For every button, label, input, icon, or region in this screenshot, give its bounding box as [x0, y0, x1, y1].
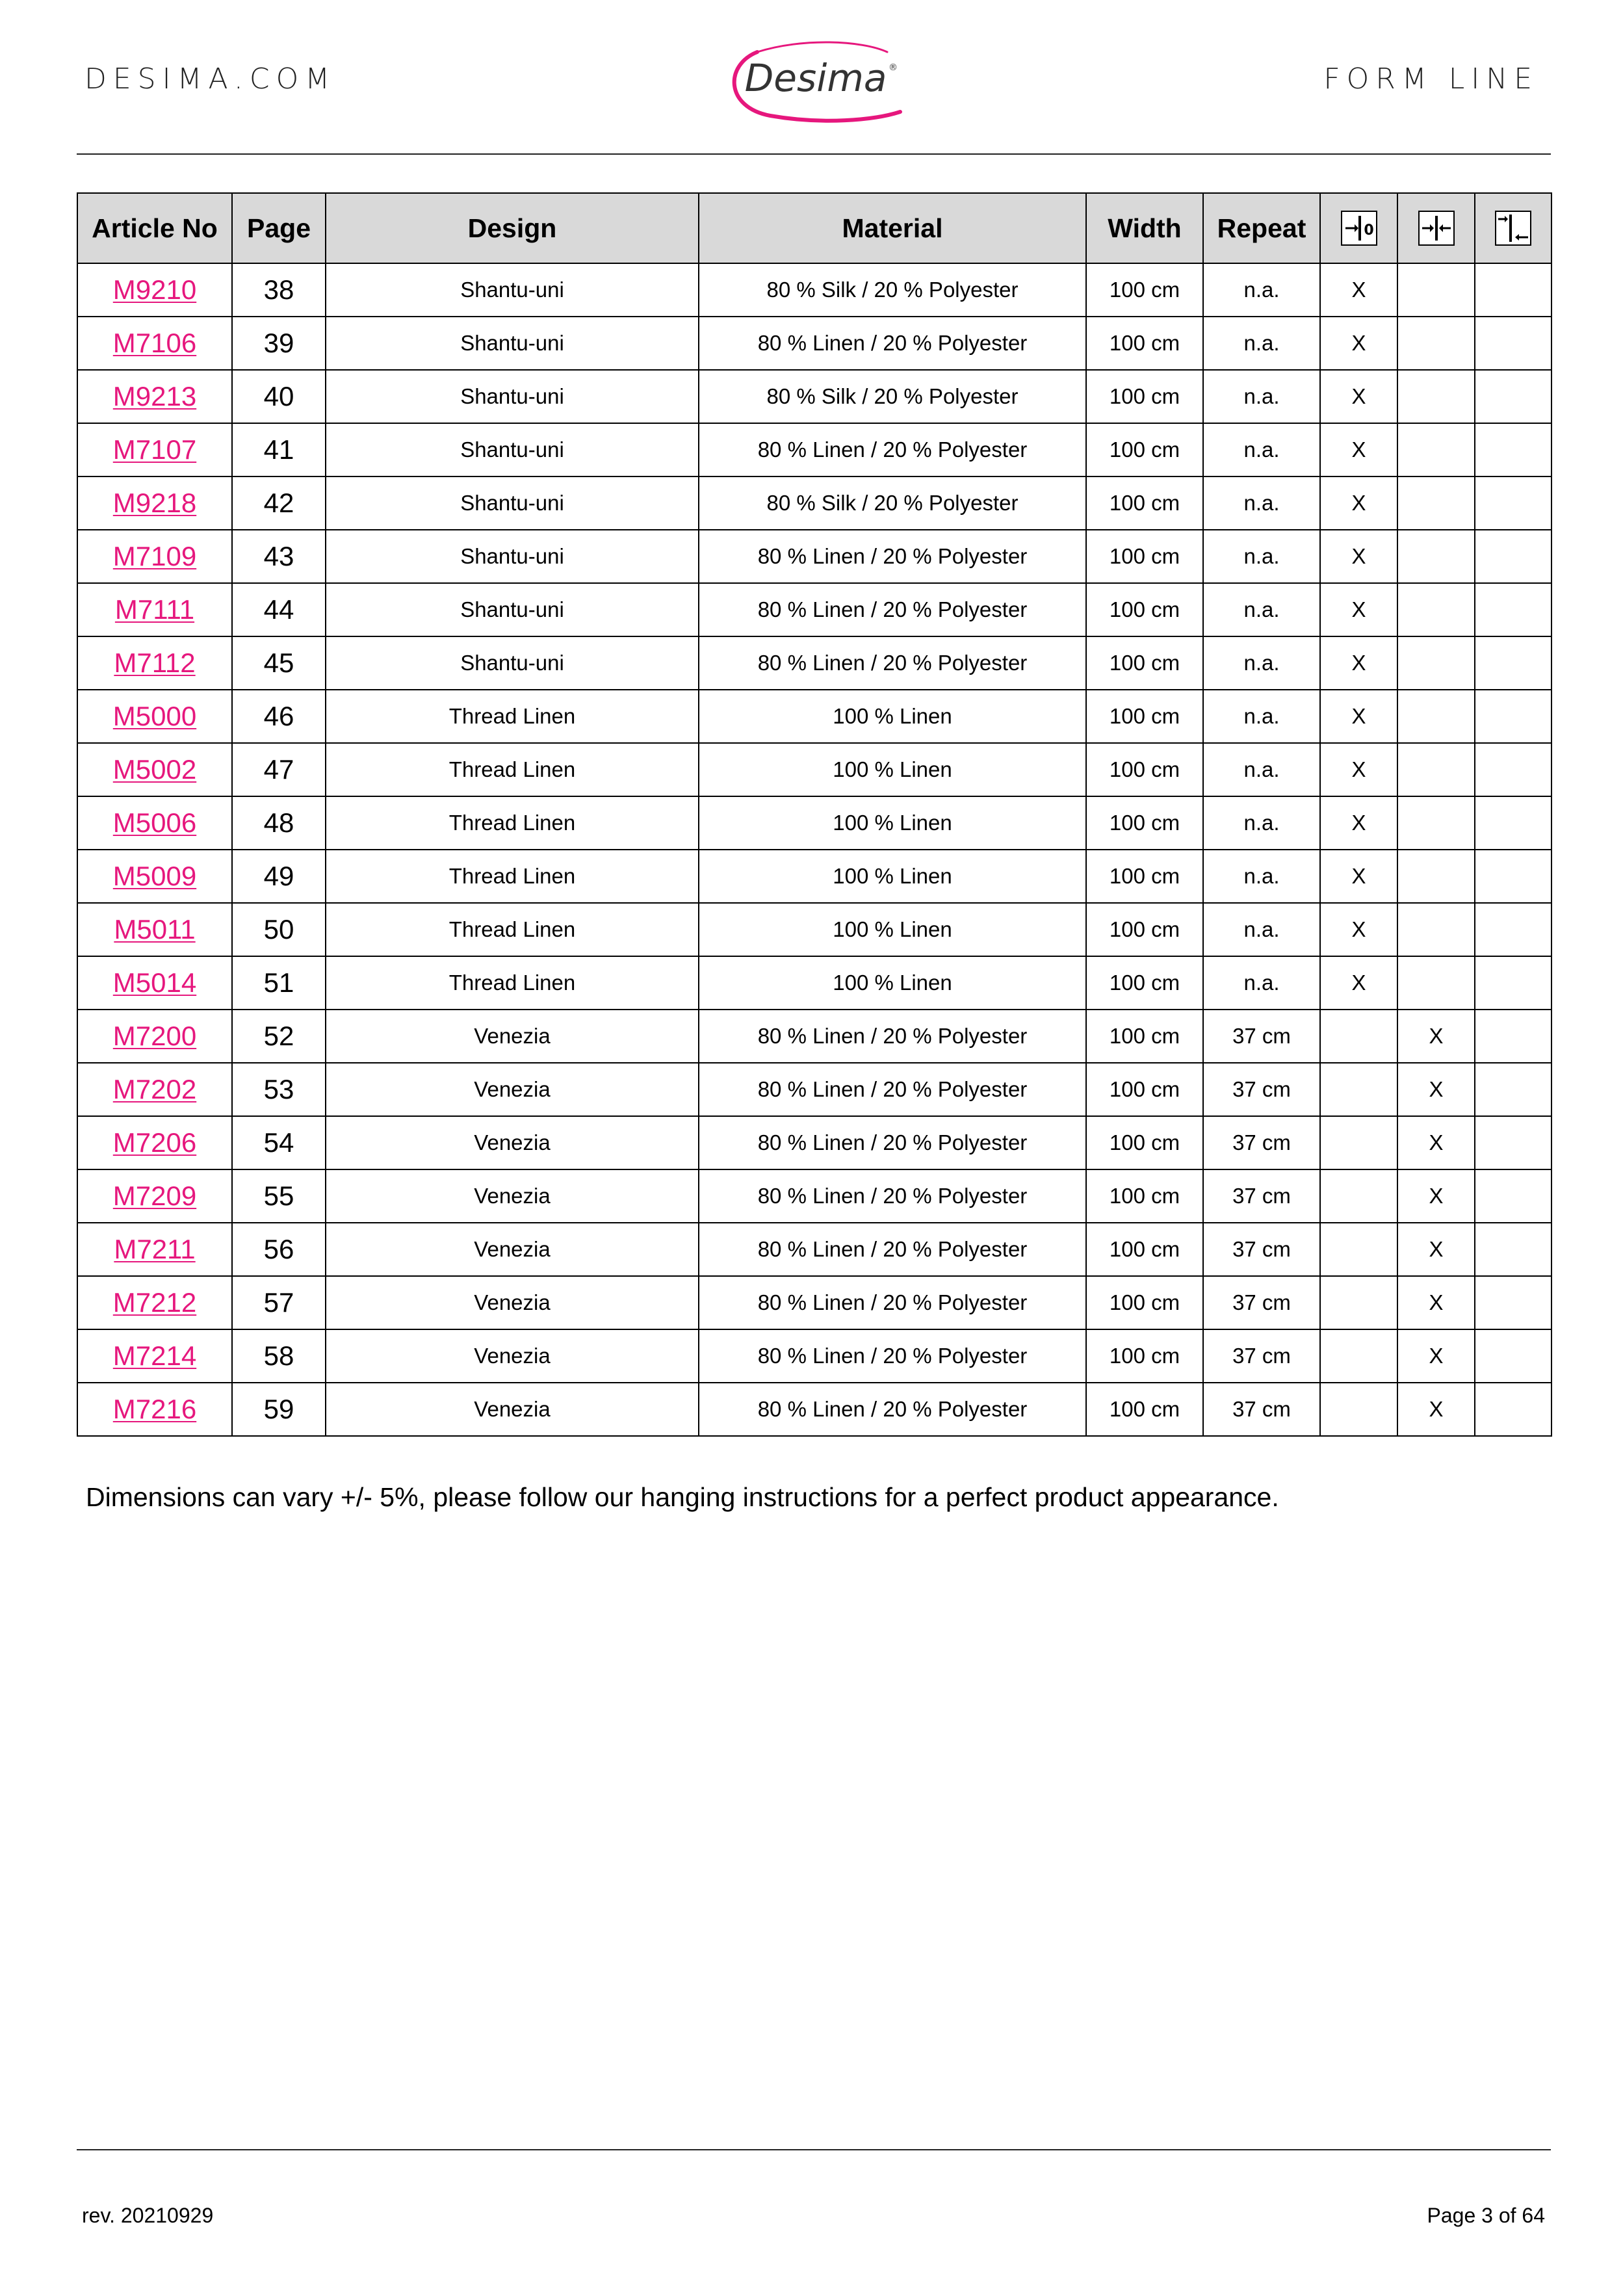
cell-hanging-2 — [1397, 903, 1475, 956]
cell-design: Venezia — [326, 1063, 699, 1116]
cell-hanging-3 — [1475, 1223, 1552, 1276]
cell-hanging-2: X — [1397, 1063, 1475, 1116]
cell-hanging-1: X — [1320, 317, 1397, 370]
header-material: Material — [699, 193, 1086, 263]
cell-hanging-3 — [1475, 530, 1552, 583]
cell-material: 100 % Linen — [699, 796, 1086, 850]
cell-hanging-2 — [1397, 476, 1475, 530]
collection-name: FORM LINE — [1323, 62, 1539, 96]
cell-page: 56 — [232, 1223, 326, 1276]
cell-material: 100 % Linen — [699, 903, 1086, 956]
cell-page: 54 — [232, 1116, 326, 1169]
table-row — [77, 1169, 1552, 1223]
cell-material: 80 % Linen / 20 % Polyester — [699, 636, 1086, 690]
cell-repeat: 37 cm — [1203, 1010, 1320, 1063]
article-link[interactable]: M7112 — [114, 647, 196, 678]
cell-width: 100 cm — [1086, 1223, 1203, 1276]
cell-hanging-1 — [1320, 1169, 1397, 1223]
cell-hanging-3 — [1475, 423, 1552, 476]
article-link[interactable]: M5000 — [112, 701, 197, 731]
header-hanging-1 — [1320, 193, 1397, 263]
cell-width: 100 cm — [1086, 636, 1203, 690]
cell-hanging-3 — [1475, 1116, 1552, 1169]
header-hanging-2 — [1397, 193, 1475, 263]
cell-hanging-1: X — [1320, 476, 1397, 530]
article-link[interactable]: M5014 — [112, 967, 197, 998]
table-header-row — [77, 193, 1552, 263]
table-row — [77, 1116, 1552, 1169]
cell-hanging-1: X — [1320, 583, 1397, 636]
cell-hanging-1: X — [1320, 423, 1397, 476]
cell-hanging-2 — [1397, 956, 1475, 1010]
cell-material: 80 % Linen / 20 % Polyester — [699, 1010, 1086, 1063]
cell-repeat: n.a. — [1203, 636, 1320, 690]
article-link[interactable]: M9213 — [112, 381, 197, 411]
cell-article-no — [77, 423, 232, 476]
cell-article-no — [77, 263, 232, 317]
cell-design: Shantu-uni — [326, 370, 699, 423]
cell-repeat: n.a. — [1203, 476, 1320, 530]
cell-hanging-2: X — [1397, 1329, 1475, 1383]
cell-hanging-2 — [1397, 743, 1475, 796]
article-link[interactable]: M7206 — [112, 1127, 197, 1158]
cell-page: 52 — [232, 1010, 326, 1063]
hanging-type-1-icon — [1340, 210, 1378, 246]
table-row — [77, 956, 1552, 1010]
hanging-type-2-icon — [1418, 210, 1455, 246]
cell-hanging-1: X — [1320, 850, 1397, 903]
cell-width: 100 cm — [1086, 690, 1203, 743]
cell-material: 80 % Linen / 20 % Polyester — [699, 1383, 1086, 1436]
cell-width: 100 cm — [1086, 583, 1203, 636]
cell-repeat: n.a. — [1203, 317, 1320, 370]
cell-hanging-3 — [1475, 956, 1552, 1010]
cell-hanging-3 — [1475, 583, 1552, 636]
cell-hanging-2: X — [1397, 1010, 1475, 1063]
table-row — [77, 476, 1552, 530]
svg-text:0: 0 — [1363, 222, 1374, 239]
cell-hanging-3 — [1475, 850, 1552, 903]
cell-page: 50 — [232, 903, 326, 956]
table-row — [77, 1276, 1552, 1329]
cell-hanging-1 — [1320, 1223, 1397, 1276]
article-link[interactable]: M7214 — [112, 1340, 197, 1371]
cell-article-no — [77, 903, 232, 956]
cell-material: 80 % Linen / 20 % Polyester — [699, 1063, 1086, 1116]
cell-width: 100 cm — [1086, 743, 1203, 796]
cell-repeat: n.a. — [1203, 796, 1320, 850]
cell-hanging-2: X — [1397, 1116, 1475, 1169]
cell-article-no — [77, 583, 232, 636]
cell-design: Thread Linen — [326, 956, 699, 1010]
table-row — [77, 1010, 1552, 1063]
cell-hanging-3 — [1475, 743, 1552, 796]
article-link[interactable]: M7202 — [112, 1074, 197, 1104]
cell-hanging-3 — [1475, 636, 1552, 690]
cell-hanging-3 — [1475, 370, 1552, 423]
table-row — [77, 263, 1552, 317]
cell-material: 80 % Silk / 20 % Polyester — [699, 476, 1086, 530]
cell-design: Shantu-uni — [326, 530, 699, 583]
cell-page: 59 — [232, 1383, 326, 1436]
article-link[interactable]: M7211 — [114, 1234, 196, 1264]
cell-material: 80 % Linen / 20 % Polyester — [699, 1223, 1086, 1276]
cell-article-no — [77, 370, 232, 423]
cell-article-no — [77, 1276, 232, 1329]
cell-width: 100 cm — [1086, 370, 1203, 423]
cell-page: 53 — [232, 1063, 326, 1116]
cell-material: 100 % Linen — [699, 850, 1086, 903]
cell-material: 80 % Linen / 20 % Polyester — [699, 1276, 1086, 1329]
cell-article-no — [77, 743, 232, 796]
cell-hanging-3 — [1475, 1010, 1552, 1063]
header-article-no: Article No — [77, 193, 232, 263]
hanging-type-3-icon — [1494, 210, 1532, 246]
cell-design: Thread Linen — [326, 796, 699, 850]
cell-material: 80 % Linen / 20 % Polyester — [699, 317, 1086, 370]
cell-page: 51 — [232, 956, 326, 1010]
cell-repeat: n.a. — [1203, 370, 1320, 423]
cell-hanging-1: X — [1320, 530, 1397, 583]
cell-material: 100 % Linen — [699, 743, 1086, 796]
cell-design: Shantu-uni — [326, 583, 699, 636]
cell-hanging-2 — [1397, 370, 1475, 423]
cell-width: 100 cm — [1086, 1010, 1203, 1063]
cell-page: 49 — [232, 850, 326, 903]
cell-hanging-2 — [1397, 690, 1475, 743]
table-row — [77, 796, 1552, 850]
cell-material: 80 % Silk / 20 % Polyester — [699, 263, 1086, 317]
svg-text:®: ® — [889, 62, 898, 73]
article-link[interactable]: M7109 — [112, 541, 197, 571]
cell-width: 100 cm — [1086, 530, 1203, 583]
cell-width: 100 cm — [1086, 263, 1203, 317]
cell-article-no — [77, 796, 232, 850]
table-row — [77, 1063, 1552, 1116]
cell-article-no — [77, 1223, 232, 1276]
cell-article-no — [77, 956, 232, 1010]
cell-repeat: 37 cm — [1203, 1383, 1320, 1436]
cell-design: Venezia — [326, 1276, 699, 1329]
table-row — [77, 423, 1552, 476]
article-link[interactable]: M5009 — [112, 861, 197, 891]
cell-hanging-2 — [1397, 583, 1475, 636]
cell-hanging-1 — [1320, 1116, 1397, 1169]
cell-design: Venezia — [326, 1329, 699, 1383]
cell-article-no — [77, 1383, 232, 1436]
cell-hanging-1 — [1320, 1010, 1397, 1063]
cell-repeat: n.a. — [1203, 263, 1320, 317]
cell-hanging-2: X — [1397, 1223, 1475, 1276]
cell-hanging-3 — [1475, 1063, 1552, 1116]
cell-page: 58 — [232, 1329, 326, 1383]
header-divider — [77, 153, 1551, 155]
cell-repeat: n.a. — [1203, 690, 1320, 743]
cell-hanging-2: X — [1397, 1169, 1475, 1223]
cell-page: 46 — [232, 690, 326, 743]
table-row — [77, 903, 1552, 956]
cell-hanging-2 — [1397, 530, 1475, 583]
cell-width: 100 cm — [1086, 1116, 1203, 1169]
cell-material: 80 % Linen / 20 % Polyester — [699, 423, 1086, 476]
article-link[interactable]: M7212 — [112, 1287, 197, 1318]
cell-hanging-1: X — [1320, 796, 1397, 850]
cell-article-no — [77, 690, 232, 743]
cell-repeat: n.a. — [1203, 903, 1320, 956]
desima-logo — [712, 26, 920, 130]
cell-page: 48 — [232, 796, 326, 850]
cell-width: 100 cm — [1086, 1063, 1203, 1116]
cell-repeat: 37 cm — [1203, 1169, 1320, 1223]
site-name: DESIMA.COM — [84, 62, 337, 96]
cell-hanging-3 — [1475, 1383, 1552, 1436]
page-number: Page 3 of 64 — [1427, 2204, 1545, 2227]
cell-design: Thread Linen — [326, 850, 699, 903]
cell-width: 100 cm — [1086, 423, 1203, 476]
table-row — [77, 743, 1552, 796]
cell-hanging-1: X — [1320, 636, 1397, 690]
cell-article-no — [77, 1329, 232, 1383]
cell-design: Thread Linen — [326, 903, 699, 956]
cell-repeat: 37 cm — [1203, 1223, 1320, 1276]
cell-hanging-1: X — [1320, 370, 1397, 423]
cell-article-no — [77, 317, 232, 370]
cell-hanging-3 — [1475, 476, 1552, 530]
cell-hanging-3 — [1475, 263, 1552, 317]
cell-page: 38 — [232, 263, 326, 317]
cell-page: 57 — [232, 1276, 326, 1329]
article-link[interactable]: M7200 — [112, 1021, 197, 1051]
cell-design: Thread Linen — [326, 743, 699, 796]
cell-material: 100 % Linen — [699, 956, 1086, 1010]
table-row — [77, 636, 1552, 690]
cell-hanging-1: X — [1320, 956, 1397, 1010]
cell-width: 100 cm — [1086, 850, 1203, 903]
cell-design: Venezia — [326, 1223, 699, 1276]
cell-page: 40 — [232, 370, 326, 423]
header-hanging-3 — [1475, 193, 1552, 263]
cell-hanging-1 — [1320, 1329, 1397, 1383]
cell-page: 43 — [232, 530, 326, 583]
cell-hanging-1: X — [1320, 903, 1397, 956]
table-row — [77, 850, 1552, 903]
cell-material: 100 % Linen — [699, 690, 1086, 743]
article-link[interactable]: M7216 — [112, 1394, 197, 1424]
cell-page: 42 — [232, 476, 326, 530]
cell-hanging-3 — [1475, 317, 1552, 370]
cell-article-no — [77, 476, 232, 530]
cell-hanging-2 — [1397, 850, 1475, 903]
cell-hanging-3 — [1475, 796, 1552, 850]
cell-repeat: n.a. — [1203, 850, 1320, 903]
cell-page: 41 — [232, 423, 326, 476]
cell-hanging-1 — [1320, 1063, 1397, 1116]
cell-design: Shantu-uni — [326, 636, 699, 690]
cell-hanging-3 — [1475, 1329, 1552, 1383]
cell-page: 45 — [232, 636, 326, 690]
table-row — [77, 690, 1552, 743]
cell-design: Venezia — [326, 1010, 699, 1063]
cell-repeat: 37 cm — [1203, 1063, 1320, 1116]
cell-design: Shantu-uni — [326, 263, 699, 317]
cell-hanging-1: X — [1320, 263, 1397, 317]
cell-page: 55 — [232, 1169, 326, 1223]
cell-hanging-2 — [1397, 423, 1475, 476]
cell-hanging-2 — [1397, 317, 1475, 370]
article-link[interactable]: M9210 — [112, 274, 197, 305]
cell-article-no — [77, 1116, 232, 1169]
table-row — [77, 1383, 1552, 1436]
cell-width: 100 cm — [1086, 317, 1203, 370]
table-row — [77, 1223, 1552, 1276]
cell-hanging-2 — [1397, 796, 1475, 850]
cell-article-no — [77, 1010, 232, 1063]
cell-hanging-2: X — [1397, 1383, 1475, 1436]
cell-hanging-2: X — [1397, 1276, 1475, 1329]
cell-repeat: 37 cm — [1203, 1329, 1320, 1383]
cell-material: 80 % Linen / 20 % Polyester — [699, 1329, 1086, 1383]
cell-width: 100 cm — [1086, 903, 1203, 956]
cell-page: 47 — [232, 743, 326, 796]
fabric-table — [77, 192, 1552, 1437]
cell-repeat: n.a. — [1203, 583, 1320, 636]
cell-article-no — [77, 530, 232, 583]
cell-width: 100 cm — [1086, 1169, 1203, 1223]
cell-hanging-3 — [1475, 690, 1552, 743]
cell-material: 80 % Linen / 20 % Polyester — [699, 583, 1086, 636]
article-link[interactable]: M5011 — [114, 914, 196, 945]
revision-label: rev. 20210929 — [82, 2204, 214, 2227]
dimensions-footnote: Dimensions can vary +/- 5%, please follow our hanging instructions for a perfect product appearance. — [86, 1482, 1279, 1512]
cell-hanging-1: X — [1320, 690, 1397, 743]
header-design: Design — [326, 193, 699, 263]
cell-page: 44 — [232, 583, 326, 636]
cell-article-no — [77, 1169, 232, 1223]
cell-width: 100 cm — [1086, 1383, 1203, 1436]
table-row — [77, 370, 1552, 423]
cell-hanging-3 — [1475, 903, 1552, 956]
cell-material: 80 % Linen / 20 % Polyester — [699, 1169, 1086, 1223]
table-row — [77, 583, 1552, 636]
cell-hanging-3 — [1475, 1169, 1552, 1223]
cell-material: 80 % Linen / 20 % Polyester — [699, 530, 1086, 583]
cell-repeat: n.a. — [1203, 530, 1320, 583]
cell-width: 100 cm — [1086, 1276, 1203, 1329]
table-row — [77, 530, 1552, 583]
cell-article-no — [77, 636, 232, 690]
header-page: Page — [232, 193, 326, 263]
cell-repeat: 37 cm — [1203, 1276, 1320, 1329]
cell-design: Shantu-uni — [326, 317, 699, 370]
cell-hanging-2 — [1397, 263, 1475, 317]
footer-divider — [77, 2149, 1551, 2150]
article-link[interactable]: M5006 — [112, 807, 197, 838]
cell-material: 80 % Linen / 20 % Polyester — [699, 1116, 1086, 1169]
cell-hanging-2 — [1397, 636, 1475, 690]
cell-width: 100 cm — [1086, 796, 1203, 850]
cell-article-no — [77, 850, 232, 903]
table-row — [77, 1329, 1552, 1383]
article-link[interactable]: M7209 — [112, 1181, 197, 1211]
header-width: Width — [1086, 193, 1203, 263]
cell-design: Shantu-uni — [326, 423, 699, 476]
cell-width: 100 cm — [1086, 1329, 1203, 1383]
cell-design: Venezia — [326, 1169, 699, 1223]
cell-hanging-3 — [1475, 1276, 1552, 1329]
cell-hanging-1 — [1320, 1276, 1397, 1329]
logo-text: Desima — [744, 56, 887, 100]
cell-hanging-1: X — [1320, 743, 1397, 796]
article-link[interactable]: M9218 — [112, 488, 197, 518]
cell-article-no — [77, 1063, 232, 1116]
article-link[interactable]: M5002 — [112, 754, 197, 785]
article-link[interactable]: M7111 — [114, 594, 195, 625]
cell-width: 100 cm — [1086, 476, 1203, 530]
cell-repeat: n.a. — [1203, 743, 1320, 796]
cell-width: 100 cm — [1086, 956, 1203, 1010]
cell-material: 80 % Silk / 20 % Polyester — [699, 370, 1086, 423]
cell-hanging-1 — [1320, 1383, 1397, 1436]
cell-design: Venezia — [326, 1383, 699, 1436]
cell-page: 39 — [232, 317, 326, 370]
article-link[interactable]: M7106 — [112, 328, 197, 358]
article-link[interactable]: M7107 — [112, 434, 197, 465]
cell-design: Thread Linen — [326, 690, 699, 743]
cell-repeat: n.a. — [1203, 956, 1320, 1010]
table-row — [77, 317, 1552, 370]
cell-repeat: 37 cm — [1203, 1116, 1320, 1169]
cell-repeat: n.a. — [1203, 423, 1320, 476]
cell-design: Shantu-uni — [326, 476, 699, 530]
cell-design: Venezia — [326, 1116, 699, 1169]
header-repeat: Repeat — [1203, 193, 1320, 263]
